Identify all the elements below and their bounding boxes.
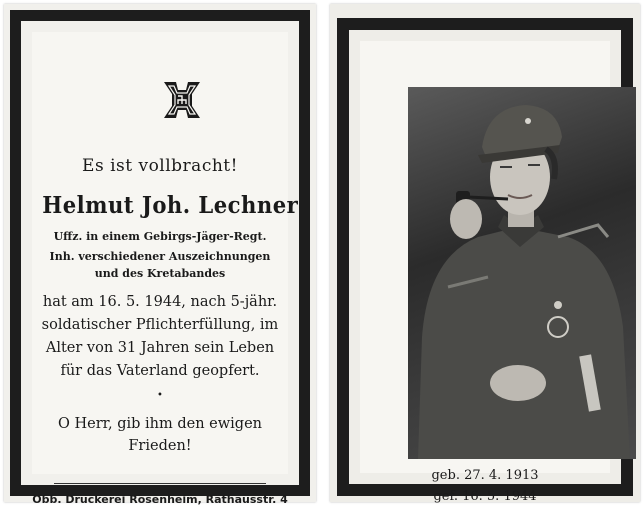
body-line-3: Alter von 31 Jahren sein Leben <box>45 340 275 356</box>
prayer-line-2: Frieden! <box>128 438 192 454</box>
death-date: gef. 16. 5. 1944 <box>433 489 537 504</box>
body-line-2: soldatischer Pflichterfüllung, im <box>41 317 279 333</box>
black-border <box>337 18 633 504</box>
card-body <box>360 41 610 504</box>
awards-line-2: und des Kretabandes <box>94 267 226 280</box>
black-border <box>10 10 310 506</box>
memorial-card-text <box>4 4 316 506</box>
deceased-name: Helmut Joh. Lechner <box>42 192 299 219</box>
memorial-card-photo <box>330 4 640 502</box>
printer-imprint: Obb. Druckerei Rosenheim, Rathausstr. 4 <box>32 493 288 506</box>
separator: • <box>157 390 163 401</box>
soldier-portrait-icon <box>408 87 636 459</box>
body-line-4: für das Vaterland geopfert. <box>60 363 260 379</box>
card-body <box>32 32 299 506</box>
prayer-line-1: O Herr, gib ihm den ewigen <box>58 416 262 432</box>
portrait-photo <box>408 87 636 459</box>
awards-line-1: Inh. verschiedener Auszeichnungen <box>49 250 271 263</box>
heading: Es ist vollbracht! <box>82 156 238 176</box>
body-line-1: hat am 16. 5. 1944, nach 5-jähr. <box>42 294 278 310</box>
iron-cross-icon <box>158 76 206 124</box>
rank-unit: Uffz. in einem Gebirgs-Jäger-Regt. <box>53 230 267 243</box>
footer-rule <box>54 483 266 484</box>
birth-date: geb. 27. 4. 1913 <box>431 468 539 483</box>
